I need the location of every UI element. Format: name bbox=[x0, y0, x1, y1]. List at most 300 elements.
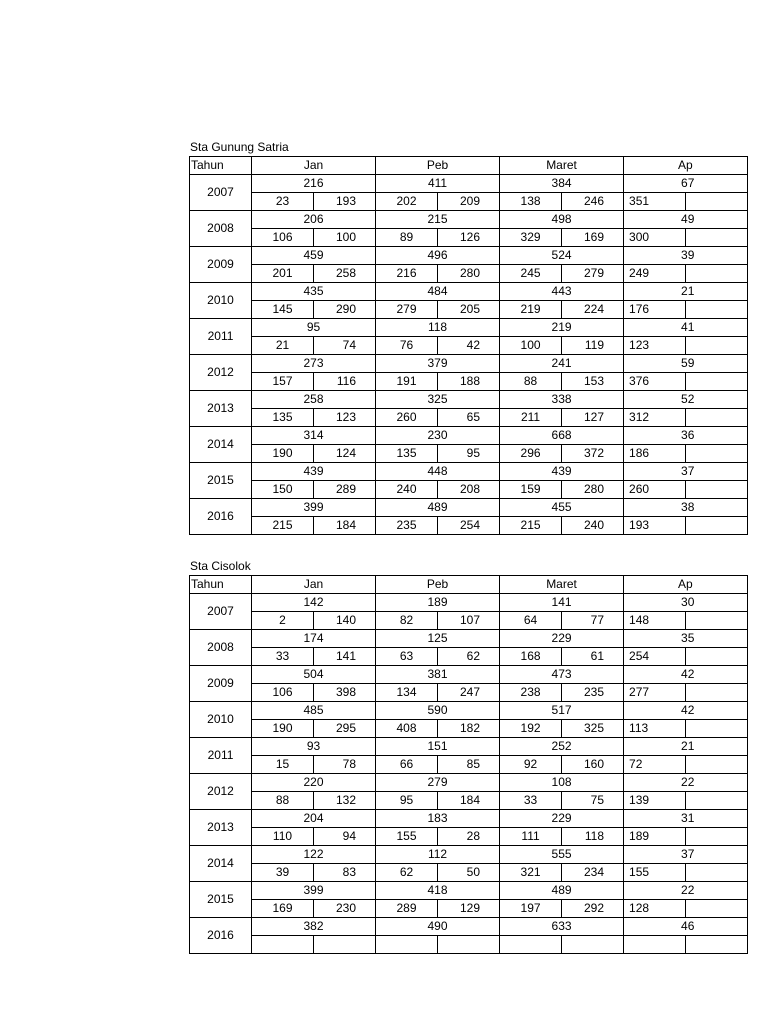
half-month-cell: 168 bbox=[500, 648, 562, 666]
month-total-cell: 22 bbox=[624, 774, 748, 792]
month-total-cell: 504 bbox=[252, 666, 376, 684]
month-total-cell: 381 bbox=[376, 666, 500, 684]
month-total-cell: 230 bbox=[376, 427, 500, 445]
half-month-cell: 157 bbox=[252, 373, 314, 391]
month-total-cell: 498 bbox=[500, 211, 624, 229]
half-month-cell: 190 bbox=[252, 445, 314, 463]
half-month-cell: 39 bbox=[252, 864, 314, 882]
half-month-cell: 88 bbox=[500, 373, 562, 391]
half-month-cell: 169 bbox=[562, 229, 624, 247]
table-row bbox=[190, 355, 748, 373]
half-month-cell: 258 bbox=[314, 265, 376, 283]
half-month-cell: 42 bbox=[438, 337, 500, 355]
month-total-cell: 489 bbox=[500, 882, 624, 900]
header-month: Peb bbox=[376, 576, 500, 594]
month-total-cell: 455 bbox=[500, 499, 624, 517]
half-month-cell: 186 bbox=[624, 445, 686, 463]
half-month-cell: 95 bbox=[376, 792, 438, 810]
half-month-cell: 215 bbox=[252, 517, 314, 535]
table-subrow bbox=[190, 229, 748, 247]
month-total-cell: 443 bbox=[500, 283, 624, 301]
half-month-cell: 289 bbox=[314, 481, 376, 499]
half-month-cell: 110 bbox=[252, 828, 314, 846]
header-tahun: Tahun bbox=[190, 576, 252, 594]
half-month-cell: 107 bbox=[438, 612, 500, 630]
half-month-cell: 215 bbox=[500, 517, 562, 535]
month-total-cell: 473 bbox=[500, 666, 624, 684]
half-month-cell: 129 bbox=[438, 900, 500, 918]
table-row bbox=[190, 846, 748, 864]
month-total-cell: 95 bbox=[252, 319, 376, 337]
half-month-cell: 238 bbox=[500, 684, 562, 702]
half-month-cell bbox=[500, 936, 562, 954]
half-month-cell: 329 bbox=[500, 229, 562, 247]
half-month-cell bbox=[686, 301, 748, 319]
month-total-cell: 216 bbox=[252, 175, 376, 193]
half-month-cell: 246 bbox=[562, 193, 624, 211]
month-total-cell: 496 bbox=[376, 247, 500, 265]
month-total-cell: 590 bbox=[376, 702, 500, 720]
half-month-cell: 208 bbox=[438, 481, 500, 499]
half-month-cell: 106 bbox=[252, 684, 314, 702]
half-month-cell: 72 bbox=[624, 756, 686, 774]
half-month-cell: 64 bbox=[500, 612, 562, 630]
half-month-cell: 135 bbox=[376, 445, 438, 463]
half-month-cell: 145 bbox=[252, 301, 314, 319]
section-title-gunung-satria: Sta Gunung Satria bbox=[190, 140, 289, 154]
year-cell: 2012 bbox=[190, 774, 252, 810]
half-month-cell: 94 bbox=[314, 828, 376, 846]
month-total-cell: 42 bbox=[624, 702, 748, 720]
month-total-cell: 39 bbox=[624, 247, 748, 265]
month-total-cell: 435 bbox=[252, 283, 376, 301]
month-total-cell: 399 bbox=[252, 499, 376, 517]
table-row bbox=[190, 774, 748, 792]
half-month-cell: 190 bbox=[252, 720, 314, 738]
month-total-cell: 49 bbox=[624, 211, 748, 229]
month-total-cell: 668 bbox=[500, 427, 624, 445]
half-month-cell bbox=[686, 265, 748, 283]
month-total-cell: 35 bbox=[624, 630, 748, 648]
table-subrow bbox=[190, 445, 748, 463]
half-month-cell bbox=[314, 936, 376, 954]
header-tahun: Tahun bbox=[190, 157, 252, 175]
half-month-cell bbox=[686, 481, 748, 499]
month-total-cell: 189 bbox=[376, 594, 500, 612]
half-month-cell: 83 bbox=[314, 864, 376, 882]
month-total-cell: 517 bbox=[500, 702, 624, 720]
month-total-cell: 108 bbox=[500, 774, 624, 792]
half-month-cell: 325 bbox=[562, 720, 624, 738]
table-row bbox=[190, 283, 748, 301]
half-month-cell: 140 bbox=[314, 612, 376, 630]
half-month-cell: 118 bbox=[562, 828, 624, 846]
half-month-cell: 205 bbox=[438, 301, 500, 319]
half-month-cell: 124 bbox=[314, 445, 376, 463]
table-row bbox=[190, 319, 748, 337]
month-total-cell: 36 bbox=[624, 427, 748, 445]
month-total-cell: 30 bbox=[624, 594, 748, 612]
table-subrow bbox=[190, 265, 748, 283]
half-month-cell: 280 bbox=[438, 265, 500, 283]
year-cell: 2008 bbox=[190, 211, 252, 247]
half-month-cell: 192 bbox=[500, 720, 562, 738]
month-total-cell: 325 bbox=[376, 391, 500, 409]
month-total-cell: 21 bbox=[624, 738, 748, 756]
half-month-cell: 160 bbox=[562, 756, 624, 774]
table-row bbox=[190, 211, 748, 229]
table-subrow bbox=[190, 648, 748, 666]
half-month-cell bbox=[686, 648, 748, 666]
half-month-cell: 372 bbox=[562, 445, 624, 463]
month-total-cell: 46 bbox=[624, 918, 748, 936]
month-total-cell: 633 bbox=[500, 918, 624, 936]
half-month-cell: 100 bbox=[314, 229, 376, 247]
half-month-cell: 209 bbox=[438, 193, 500, 211]
half-month-cell: 111 bbox=[500, 828, 562, 846]
month-total-cell: 112 bbox=[376, 846, 500, 864]
table-row bbox=[190, 666, 748, 684]
half-month-cell: 290 bbox=[314, 301, 376, 319]
month-total-cell: 258 bbox=[252, 391, 376, 409]
rainfall-table-gunung-satria bbox=[189, 156, 748, 535]
half-month-cell bbox=[686, 756, 748, 774]
month-total-cell: 38 bbox=[624, 499, 748, 517]
half-month-cell bbox=[686, 720, 748, 738]
half-month-cell bbox=[686, 864, 748, 882]
month-total-cell: 183 bbox=[376, 810, 500, 828]
half-month-cell: 28 bbox=[438, 828, 500, 846]
half-month-cell: 277 bbox=[624, 684, 686, 702]
half-month-cell: 169 bbox=[252, 900, 314, 918]
half-month-cell: 15 bbox=[252, 756, 314, 774]
half-month-cell: 132 bbox=[314, 792, 376, 810]
half-month-cell: 211 bbox=[500, 409, 562, 427]
year-cell: 2015 bbox=[190, 463, 252, 499]
month-total-cell: 59 bbox=[624, 355, 748, 373]
month-total-cell: 219 bbox=[500, 319, 624, 337]
half-month-cell: 197 bbox=[500, 900, 562, 918]
half-month-cell bbox=[686, 193, 748, 211]
half-month-cell: 230 bbox=[314, 900, 376, 918]
half-month-cell: 63 bbox=[376, 648, 438, 666]
half-month-cell: 219 bbox=[500, 301, 562, 319]
half-month-cell: 224 bbox=[562, 301, 624, 319]
half-month-cell: 202 bbox=[376, 193, 438, 211]
table-subrow bbox=[190, 517, 748, 535]
year-cell: 2007 bbox=[190, 175, 252, 211]
half-month-cell bbox=[686, 517, 748, 535]
half-month-cell: 139 bbox=[624, 792, 686, 810]
table-subrow bbox=[190, 193, 748, 211]
half-month-cell: 88 bbox=[252, 792, 314, 810]
table-cisolok-clip bbox=[189, 575, 695, 942]
year-cell: 2015 bbox=[190, 882, 252, 918]
table-row bbox=[190, 594, 748, 612]
half-month-cell: 21 bbox=[252, 337, 314, 355]
month-total-cell: 37 bbox=[624, 463, 748, 481]
half-month-cell: 398 bbox=[314, 684, 376, 702]
half-month-cell: 135 bbox=[252, 409, 314, 427]
table-subrow bbox=[190, 900, 748, 918]
month-total-cell: 206 bbox=[252, 211, 376, 229]
table-row bbox=[190, 630, 748, 648]
half-month-cell: 82 bbox=[376, 612, 438, 630]
half-month-cell: 280 bbox=[562, 481, 624, 499]
half-month-cell: 312 bbox=[624, 409, 686, 427]
month-total-cell: 21 bbox=[624, 283, 748, 301]
year-cell: 2010 bbox=[190, 702, 252, 738]
month-total-cell: 67 bbox=[624, 175, 748, 193]
half-month-cell: 191 bbox=[376, 373, 438, 391]
header-month: Jan bbox=[252, 576, 376, 594]
table-subrow bbox=[190, 720, 748, 738]
half-month-cell: 245 bbox=[500, 265, 562, 283]
table-subrow bbox=[190, 684, 748, 702]
half-month-cell: 408 bbox=[376, 720, 438, 738]
half-month-cell: 78 bbox=[314, 756, 376, 774]
header-month: Jan bbox=[252, 157, 376, 175]
half-month-cell bbox=[438, 936, 500, 954]
year-cell: 2016 bbox=[190, 918, 252, 954]
month-total-cell: 52 bbox=[624, 391, 748, 409]
half-month-cell bbox=[686, 612, 748, 630]
half-month-cell: 234 bbox=[562, 864, 624, 882]
table-subrow bbox=[190, 409, 748, 427]
table-subrow bbox=[190, 612, 748, 630]
half-month-cell: 76 bbox=[376, 337, 438, 355]
half-month-cell: 176 bbox=[624, 301, 686, 319]
table-row bbox=[190, 175, 748, 193]
half-month-cell: 184 bbox=[438, 792, 500, 810]
month-total-cell: 489 bbox=[376, 499, 500, 517]
year-cell: 2014 bbox=[190, 427, 252, 463]
half-month-cell: 193 bbox=[624, 517, 686, 535]
half-month-cell: 254 bbox=[624, 648, 686, 666]
half-month-cell bbox=[252, 936, 314, 954]
half-month-cell: 126 bbox=[438, 229, 500, 247]
half-month-cell bbox=[376, 936, 438, 954]
half-month-cell: 254 bbox=[438, 517, 500, 535]
half-month-cell bbox=[624, 936, 686, 954]
table-gunung-satria-clip bbox=[189, 156, 695, 542]
half-month-cell: 62 bbox=[438, 648, 500, 666]
month-total-cell: 204 bbox=[252, 810, 376, 828]
month-total-cell: 382 bbox=[252, 918, 376, 936]
table-subrow bbox=[190, 756, 748, 774]
rainfall-table-cisolok bbox=[189, 575, 748, 954]
half-month-cell: 61 bbox=[562, 648, 624, 666]
half-month-cell bbox=[686, 792, 748, 810]
month-total-cell: 31 bbox=[624, 810, 748, 828]
half-month-cell: 235 bbox=[562, 684, 624, 702]
month-total-cell: 379 bbox=[376, 355, 500, 373]
month-total-cell: 118 bbox=[376, 319, 500, 337]
table-subrow bbox=[190, 828, 748, 846]
half-month-cell: 138 bbox=[500, 193, 562, 211]
month-total-cell: 22 bbox=[624, 882, 748, 900]
month-total-cell: 555 bbox=[500, 846, 624, 864]
year-cell: 2008 bbox=[190, 630, 252, 666]
table-row bbox=[190, 247, 748, 265]
half-month-cell: 184 bbox=[314, 517, 376, 535]
table-row bbox=[190, 499, 748, 517]
half-month-cell: 153 bbox=[562, 373, 624, 391]
half-month-cell: 321 bbox=[500, 864, 562, 882]
month-total-cell: 42 bbox=[624, 666, 748, 684]
half-month-cell: 33 bbox=[252, 648, 314, 666]
half-month-cell: 106 bbox=[252, 229, 314, 247]
half-month-cell: 188 bbox=[438, 373, 500, 391]
half-month-cell: 100 bbox=[500, 337, 562, 355]
half-month-cell bbox=[686, 373, 748, 391]
table-row bbox=[190, 702, 748, 720]
year-cell: 2012 bbox=[190, 355, 252, 391]
half-month-cell: 289 bbox=[376, 900, 438, 918]
month-total-cell: 252 bbox=[500, 738, 624, 756]
half-month-cell: 50 bbox=[438, 864, 500, 882]
month-total-cell: 37 bbox=[624, 846, 748, 864]
month-total-cell: 338 bbox=[500, 391, 624, 409]
month-total-cell: 399 bbox=[252, 882, 376, 900]
half-month-cell: 148 bbox=[624, 612, 686, 630]
table-subrow bbox=[190, 864, 748, 882]
year-cell: 2014 bbox=[190, 846, 252, 882]
month-total-cell: 524 bbox=[500, 247, 624, 265]
half-month-cell: 182 bbox=[438, 720, 500, 738]
month-total-cell: 125 bbox=[376, 630, 500, 648]
year-cell: 2010 bbox=[190, 283, 252, 319]
half-month-cell: 216 bbox=[376, 265, 438, 283]
table-subrow bbox=[190, 373, 748, 391]
half-month-cell: 260 bbox=[376, 409, 438, 427]
half-month-cell: 141 bbox=[314, 648, 376, 666]
year-cell: 2011 bbox=[190, 738, 252, 774]
half-month-cell: 279 bbox=[376, 301, 438, 319]
half-month-cell: 113 bbox=[624, 720, 686, 738]
half-month-cell bbox=[686, 337, 748, 355]
month-total-cell: 229 bbox=[500, 810, 624, 828]
header-row bbox=[190, 576, 748, 594]
month-total-cell: 141 bbox=[500, 594, 624, 612]
year-cell: 2013 bbox=[190, 810, 252, 846]
month-total-cell: 490 bbox=[376, 918, 500, 936]
half-month-cell: 296 bbox=[500, 445, 562, 463]
half-month-cell: 89 bbox=[376, 229, 438, 247]
half-month-cell: 240 bbox=[562, 517, 624, 535]
month-total-cell: 220 bbox=[252, 774, 376, 792]
month-total-cell: 484 bbox=[376, 283, 500, 301]
table-subrow bbox=[190, 481, 748, 499]
month-total-cell: 279 bbox=[376, 774, 500, 792]
half-month-cell: 292 bbox=[562, 900, 624, 918]
month-total-cell: 411 bbox=[376, 175, 500, 193]
half-month-cell: 92 bbox=[500, 756, 562, 774]
table-row bbox=[190, 882, 748, 900]
month-total-cell: 41 bbox=[624, 319, 748, 337]
month-total-cell: 418 bbox=[376, 882, 500, 900]
year-cell: 2013 bbox=[190, 391, 252, 427]
half-month-cell bbox=[686, 828, 748, 846]
header-month: Ap bbox=[624, 157, 748, 175]
half-month-cell: 155 bbox=[376, 828, 438, 846]
header-month: Maret bbox=[500, 576, 624, 594]
half-month-cell bbox=[686, 409, 748, 427]
half-month-cell: 65 bbox=[438, 409, 500, 427]
half-month-cell: 260 bbox=[624, 481, 686, 499]
table-subrow bbox=[190, 337, 748, 355]
half-month-cell: 123 bbox=[624, 337, 686, 355]
half-month-cell: 155 bbox=[624, 864, 686, 882]
half-month-cell bbox=[686, 684, 748, 702]
half-month-cell: 240 bbox=[376, 481, 438, 499]
half-month-cell: 193 bbox=[314, 193, 376, 211]
month-total-cell: 229 bbox=[500, 630, 624, 648]
half-month-cell: 247 bbox=[438, 684, 500, 702]
half-month-cell: 85 bbox=[438, 756, 500, 774]
table-subrow bbox=[190, 936, 748, 954]
month-total-cell: 142 bbox=[252, 594, 376, 612]
half-month-cell bbox=[562, 936, 624, 954]
half-month-cell: 127 bbox=[562, 409, 624, 427]
half-month-cell: 150 bbox=[252, 481, 314, 499]
table-row bbox=[190, 738, 748, 756]
table-row bbox=[190, 463, 748, 481]
month-total-cell: 439 bbox=[500, 463, 624, 481]
half-month-cell: 189 bbox=[624, 828, 686, 846]
month-total-cell: 384 bbox=[500, 175, 624, 193]
half-month-cell: 75 bbox=[562, 792, 624, 810]
half-month-cell bbox=[686, 445, 748, 463]
month-total-cell: 273 bbox=[252, 355, 376, 373]
month-total-cell: 122 bbox=[252, 846, 376, 864]
half-month-cell bbox=[686, 936, 748, 954]
half-month-cell: 159 bbox=[500, 481, 562, 499]
header-row bbox=[190, 157, 748, 175]
half-month-cell: 128 bbox=[624, 900, 686, 918]
month-total-cell: 459 bbox=[252, 247, 376, 265]
year-cell: 2009 bbox=[190, 247, 252, 283]
year-cell: 2011 bbox=[190, 319, 252, 355]
half-month-cell: 119 bbox=[562, 337, 624, 355]
half-month-cell bbox=[686, 900, 748, 918]
header-month: Peb bbox=[376, 157, 500, 175]
month-total-cell: 241 bbox=[500, 355, 624, 373]
half-month-cell: 33 bbox=[500, 792, 562, 810]
half-month-cell: 300 bbox=[624, 229, 686, 247]
half-month-cell: 134 bbox=[376, 684, 438, 702]
year-cell: 2007 bbox=[190, 594, 252, 630]
month-total-cell: 151 bbox=[376, 738, 500, 756]
section-title-cisolok: Sta Cisolok bbox=[190, 559, 251, 573]
half-month-cell: 66 bbox=[376, 756, 438, 774]
table-row bbox=[190, 427, 748, 445]
half-month-cell: 77 bbox=[562, 612, 624, 630]
month-total-cell: 439 bbox=[252, 463, 376, 481]
half-month-cell: 279 bbox=[562, 265, 624, 283]
header-month: Ap bbox=[624, 576, 748, 594]
month-total-cell: 314 bbox=[252, 427, 376, 445]
table-row bbox=[190, 810, 748, 828]
half-month-cell: 123 bbox=[314, 409, 376, 427]
year-cell: 2016 bbox=[190, 499, 252, 535]
half-month-cell: 249 bbox=[624, 265, 686, 283]
month-total-cell: 93 bbox=[252, 738, 376, 756]
table-row bbox=[190, 391, 748, 409]
half-month-cell: 376 bbox=[624, 373, 686, 391]
half-month-cell: 62 bbox=[376, 864, 438, 882]
table-subrow bbox=[190, 301, 748, 319]
